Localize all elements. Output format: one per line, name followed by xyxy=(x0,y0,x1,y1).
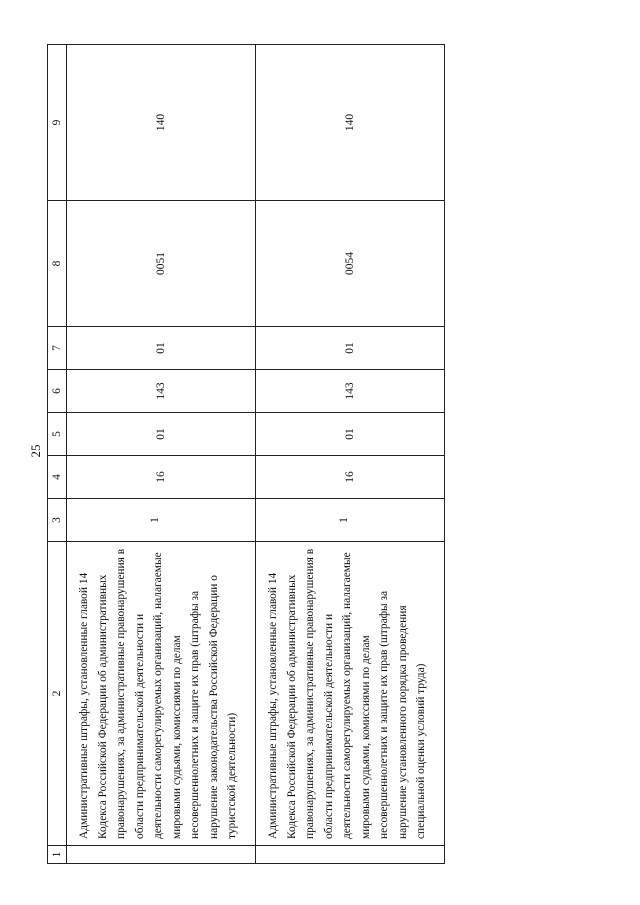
row1-col8: 0051 xyxy=(67,201,256,327)
row1-col1 xyxy=(67,846,256,864)
row2-col7: 01 xyxy=(256,327,445,370)
row1-col4: 16 xyxy=(67,456,256,499)
row2-col4: 16 xyxy=(256,456,445,499)
rotated-page xyxy=(47,45,428,864)
table-row xyxy=(67,45,256,864)
row2-col6: 143 xyxy=(256,370,445,413)
budget-codes-table xyxy=(47,44,445,864)
header-cell-1: 1 xyxy=(48,846,67,864)
header-cell-2: 2 xyxy=(48,542,67,846)
row2-col9: 140 xyxy=(256,45,445,201)
header-cell-4: 4 xyxy=(48,456,67,499)
row2-col8: 0054 xyxy=(256,201,445,327)
row1-col9: 140 xyxy=(67,45,256,201)
row1-col7: 01 xyxy=(67,327,256,370)
table-row xyxy=(256,45,445,864)
row1-description: Административные штрафы, установленные главой 14 Кодекса Российской Федерации об административных правонарушениях, за административные правонарушения в области предпринимательской деятельности и деятельности саморегулируемых организаций, налагаемые мировыми судьями, комиссиями по делам несовершеннолетних и защите их прав (штрафы за нарушение законодательства Российской Федерации о туристской деятельности) xyxy=(67,542,256,846)
row2-col5: 01 xyxy=(256,413,445,456)
header-cell-9: 9 xyxy=(48,45,67,201)
row1-col5: 01 xyxy=(67,413,256,456)
row1-col3-value: 1 xyxy=(149,517,162,523)
header-cell-6: 6 xyxy=(48,370,67,413)
row1-col6: 143 xyxy=(67,370,256,413)
row2-col3-value: 1 xyxy=(338,517,351,523)
row2-col1 xyxy=(256,846,445,864)
header-cell-8: 8 xyxy=(48,201,67,327)
page-number xyxy=(26,436,46,466)
header-cell-3: 3 xyxy=(48,499,67,542)
row2-description: Административные штрафы, установленные главой 14 Кодекса Российской Федерации об административных правонарушениях, за административные правонарушения в области предпринимательской деятельности и деятельности саморегулируемых организаций, налагаемые мировыми судьями, комиссиями по делам несовершеннолетних и защите их прав (штрафы за нарушение установленного порядка проведения специальной оценки условий труда) xyxy=(256,542,445,846)
page-number-text: 25 xyxy=(28,444,43,458)
header-cell-7: 7 xyxy=(48,327,67,370)
row1-col3 xyxy=(67,499,256,542)
row2-col3 xyxy=(256,499,445,542)
header-cell-5: 5 xyxy=(48,413,67,456)
header-row xyxy=(48,45,67,864)
